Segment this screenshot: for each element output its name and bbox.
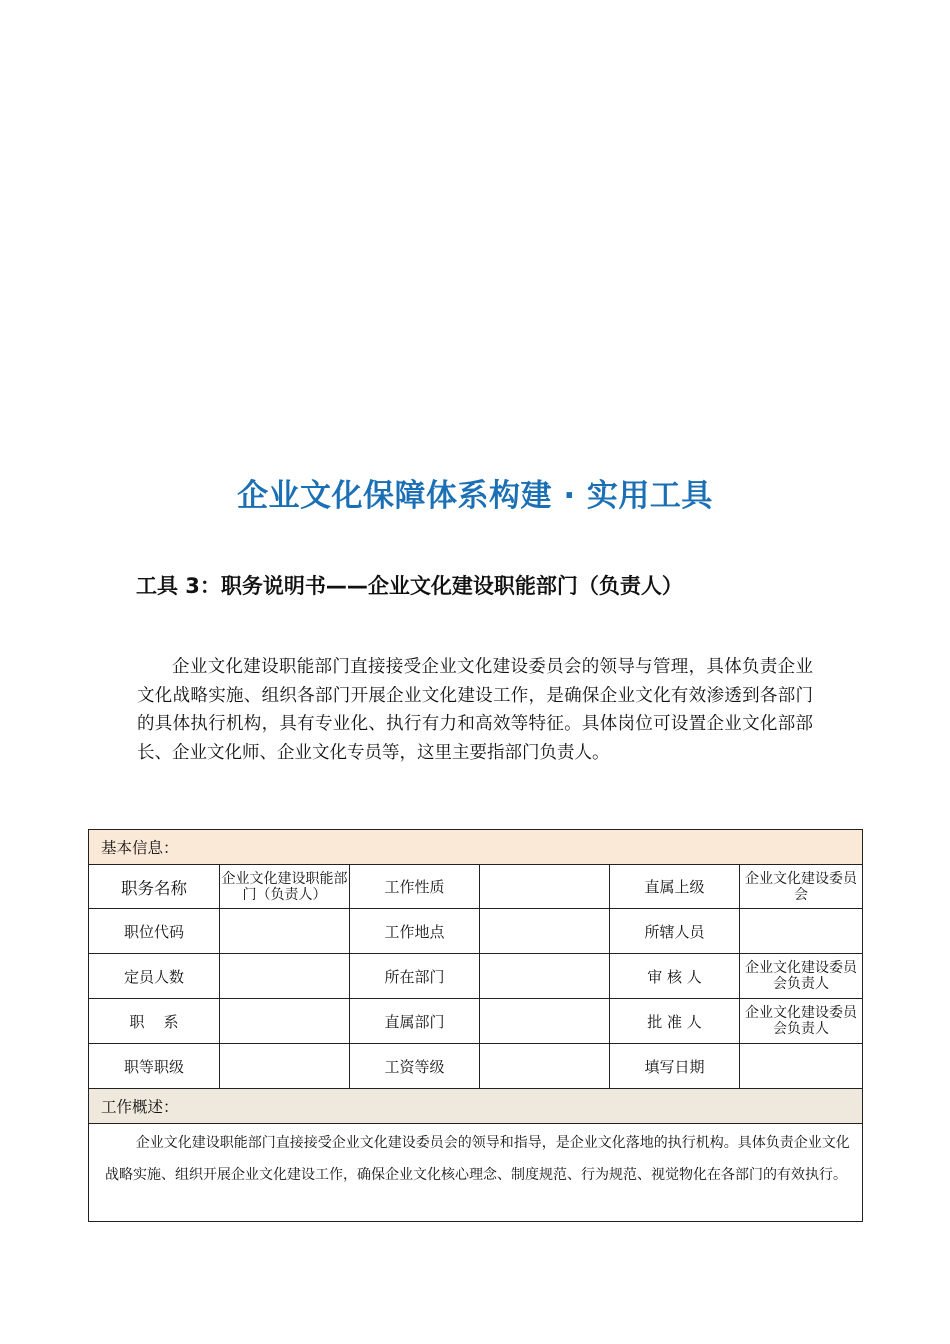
- basic-info-header-row: [89, 830, 863, 865]
- label-job-title: 职务名称: [89, 865, 220, 909]
- label-direct-superior: 直属上级: [610, 865, 740, 909]
- summary-header-row: [89, 1089, 863, 1124]
- label-salary-grade: 工资等级: [350, 1044, 480, 1089]
- label-grade: 职等职级: [89, 1044, 220, 1089]
- value-subordinates: [740, 909, 863, 954]
- value-reviewer: 企业文化建设委员会负责人: [740, 954, 863, 999]
- label-approver: 批 准 人: [610, 999, 740, 1044]
- table-row: [89, 999, 863, 1044]
- label-department: 所在部门: [350, 954, 480, 999]
- value-work-nature: [480, 865, 610, 909]
- label-fill-date: 填写日期: [610, 1044, 740, 1089]
- tool-heading: 工具 3：职务说明书——企业文化建设职能部门（负责人）: [136, 574, 683, 598]
- label-work-nature: 工作性质: [350, 865, 480, 909]
- document-title: 企业文化保障体系构建 · 实用工具: [237, 478, 713, 514]
- value-direct-department: [480, 999, 610, 1044]
- label-direct-department: 直属部门: [350, 999, 480, 1044]
- value-direct-superior: 企业文化建设委员会: [740, 865, 863, 909]
- label-headcount: 定员人数: [89, 954, 220, 999]
- value-approver: 企业文化建设委员会负责人: [740, 999, 863, 1044]
- label-job-family: 职 系: [89, 999, 220, 1044]
- label-reviewer: 审 核 人: [610, 954, 740, 999]
- table-row: [89, 954, 863, 999]
- summary-cell: [89, 1124, 863, 1222]
- summary-row: [89, 1124, 863, 1222]
- basic-info-header: 基本信息：: [89, 830, 863, 865]
- job-description-table: [88, 829, 863, 1222]
- value-position-code: [220, 909, 350, 954]
- value-job-title: 企业文化建设职能部门（负责人）: [220, 865, 350, 909]
- summary-text: 企业文化建设职能部门直接接受企业文化建设委员会的领导和指导，是企业文化落地的执行机构。具体负责企业文化战略实施、组织开展企业文化建设工作，确保企业文化核心理念、制度规范、行为规范、视觉物化在各部门的有效执行。: [105, 1135, 850, 1183]
- label-position-code: 职位代码: [89, 909, 220, 954]
- label-subordinates: 所辖人员: [610, 909, 740, 954]
- value-job-family: [220, 999, 350, 1044]
- value-department: [480, 954, 610, 999]
- table-row: [89, 909, 863, 954]
- summary-header: 工作概述：: [89, 1089, 863, 1124]
- label-work-location: 工作地点: [350, 909, 480, 954]
- value-grade: [220, 1044, 350, 1089]
- value-salary-grade: [480, 1044, 610, 1089]
- table-row: [89, 1044, 863, 1089]
- value-fill-date: [740, 1044, 863, 1089]
- value-headcount: [220, 954, 350, 999]
- table-row: [89, 865, 863, 909]
- value-work-location: [480, 909, 610, 954]
- intro-paragraph: 企业文化建设职能部门直接接受企业文化建设委员会的领导与管理，具体负责企业文化战略实施、组织各部门开展企业文化建设工作，是确保企业文化有效渗透到各部门的具体执行机构，具有专业化、执行有力和高效等特征。具体岗位可设置企业文化部部长、企业文化师、企业文化专员等，这里主要指部门负责人。: [137, 657, 813, 763]
